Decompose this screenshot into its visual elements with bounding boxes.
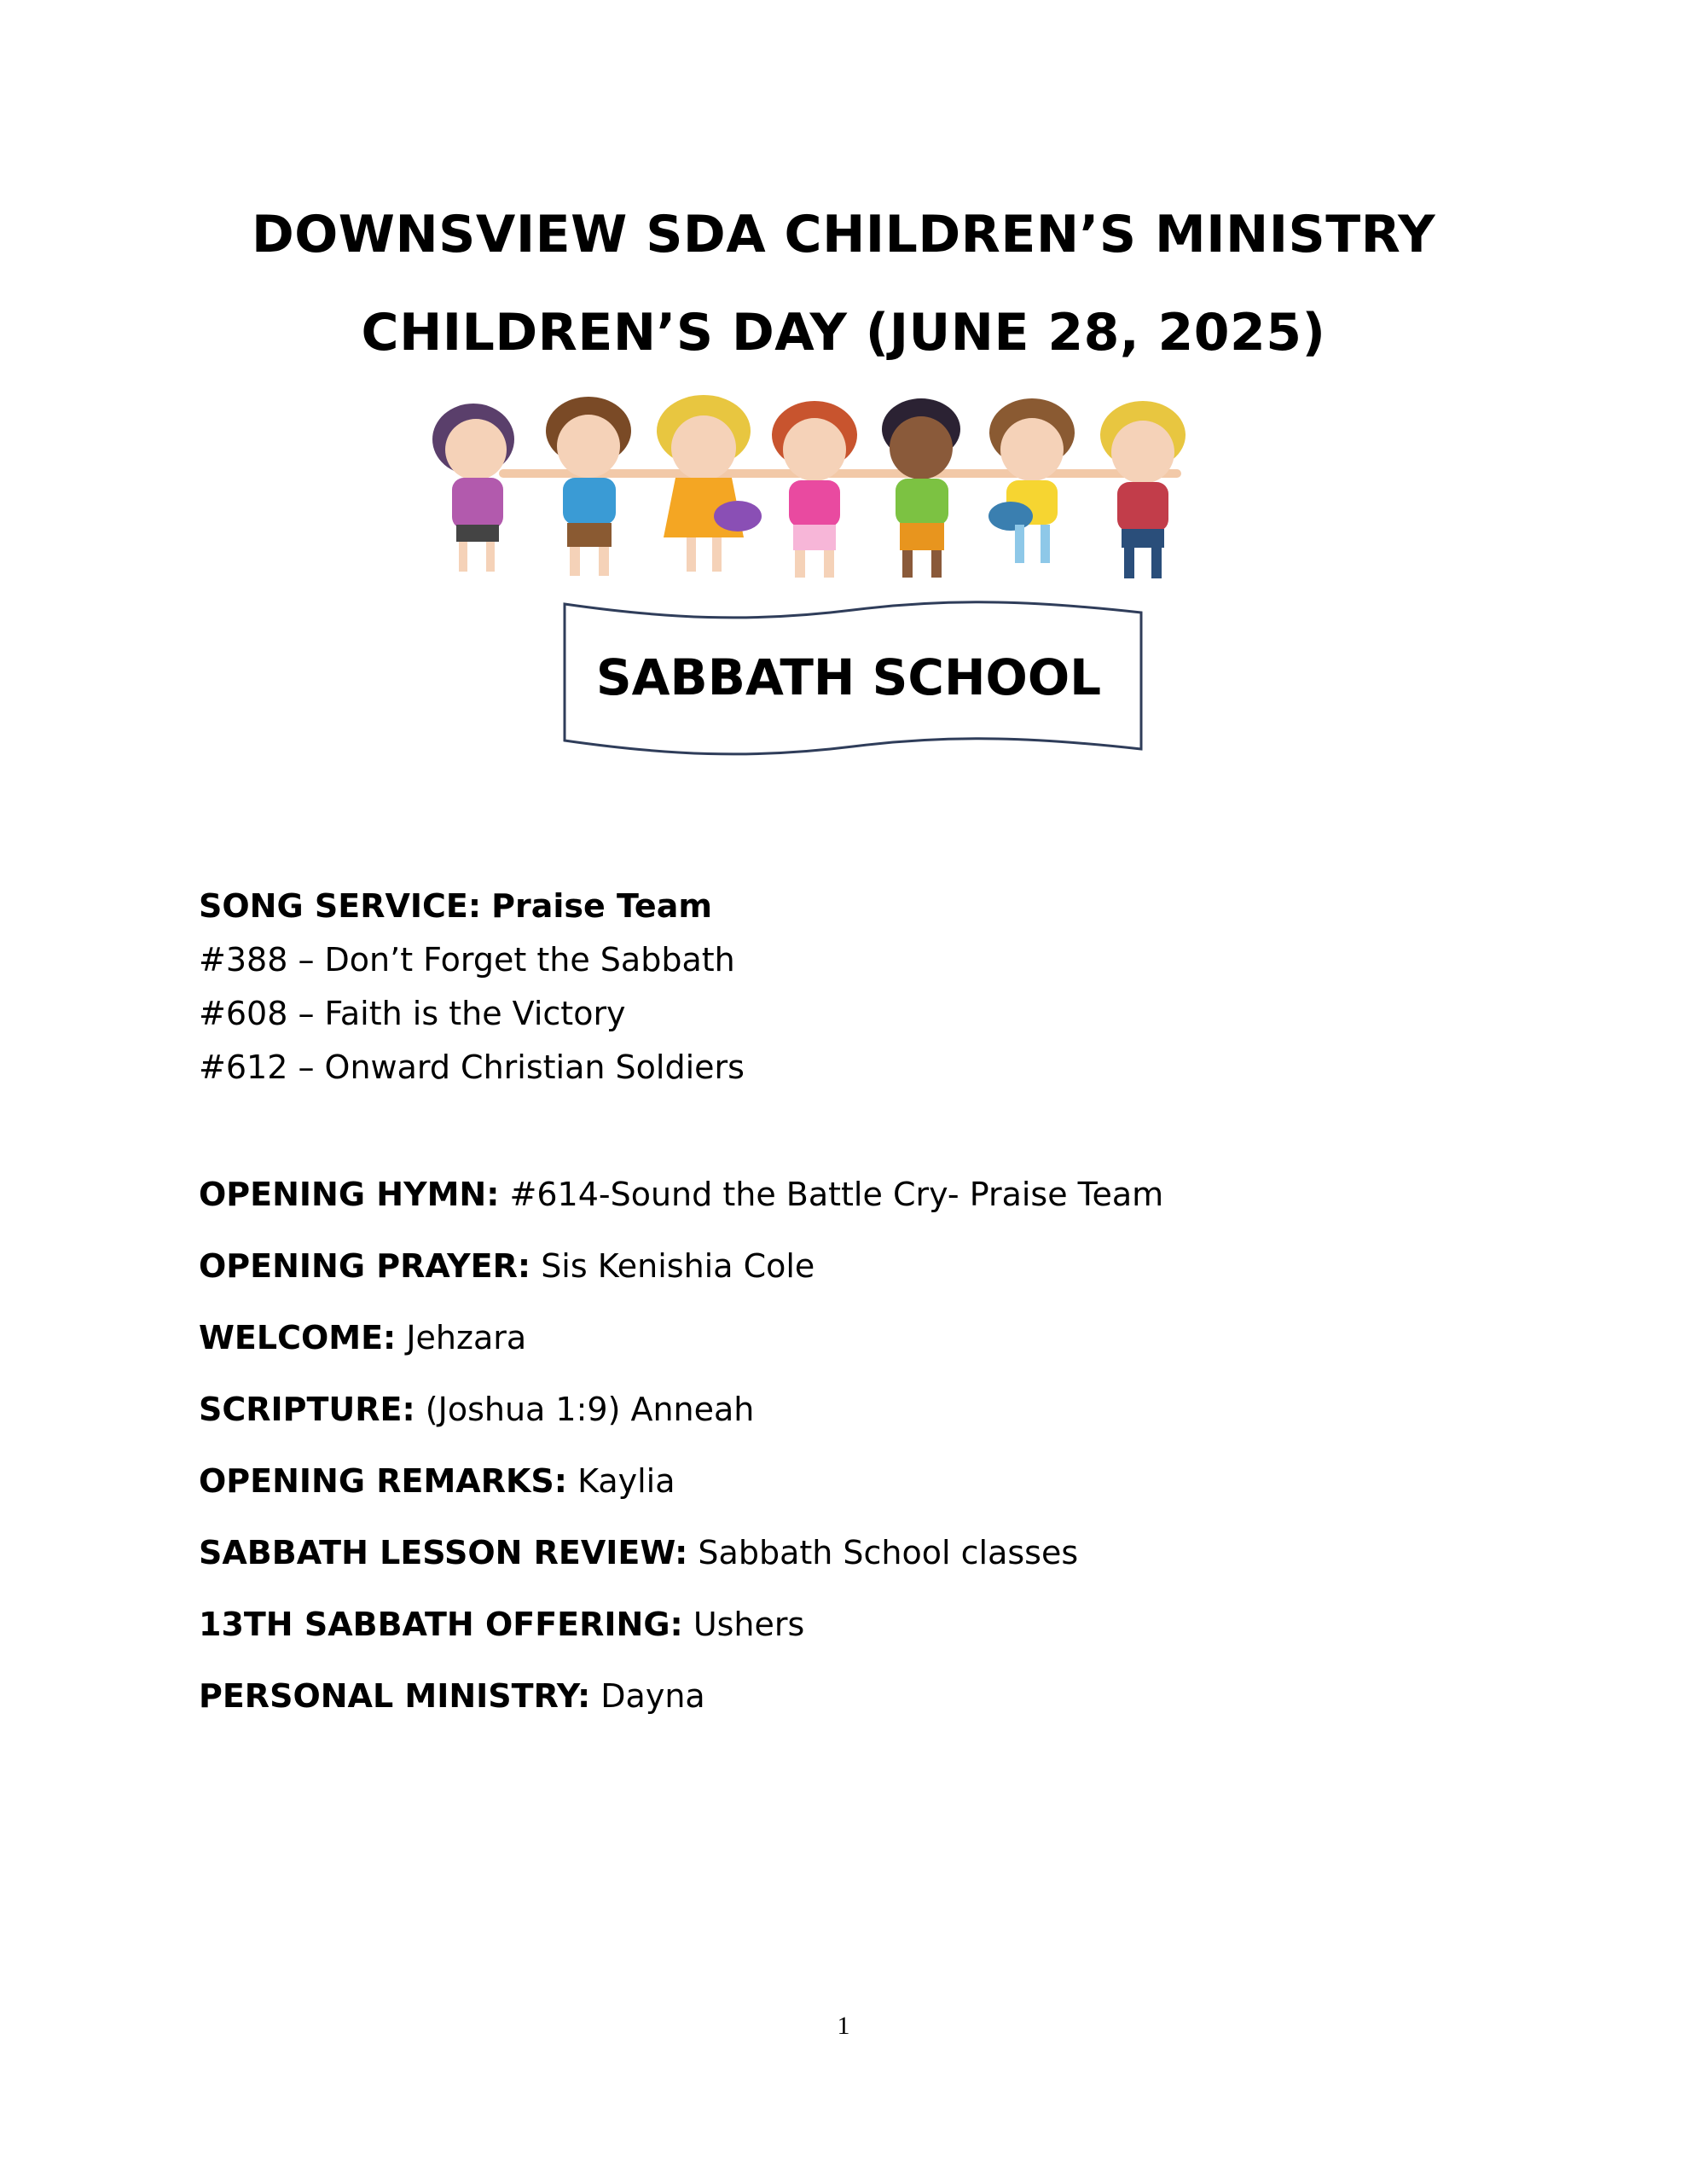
page-title: DOWNSVIEW SDA CHILDREN’S MINISTRY xyxy=(251,205,1436,264)
program-item-label: OPENING HYMN: xyxy=(199,1176,500,1213)
child-figure xyxy=(1100,401,1186,578)
program-item-offering xyxy=(199,1606,804,1643)
child-figure xyxy=(657,395,762,572)
program-item-opening-hymn xyxy=(199,1176,1163,1213)
section-heading: SABBATH SCHOOL xyxy=(595,648,1102,706)
children-holding-hands-illustration xyxy=(409,388,1279,589)
program-item-opening-remarks xyxy=(199,1462,675,1500)
list-item: #612 – Onward Christian Soldiers xyxy=(199,1048,745,1086)
program-item-scripture xyxy=(199,1391,754,1428)
song-service-heading xyxy=(199,887,712,925)
program-item-label: 13TH SABBATH OFFERING: xyxy=(199,1606,683,1643)
program-item-label: OPENING REMARKS: xyxy=(199,1462,567,1500)
song-service-label: SONG SERVICE: xyxy=(199,887,482,925)
child-figure xyxy=(988,398,1075,563)
song-service-leader: Praise Team xyxy=(491,887,712,925)
page-number: 1 xyxy=(837,2012,850,2040)
program-item-label: SABBATH LESSON REVIEW: xyxy=(199,1534,688,1571)
program-item-value: Ushers xyxy=(693,1606,805,1643)
program-item-label: SCRIPTURE: xyxy=(199,1391,415,1428)
program-item-value: #614-Sound the Battle Cry- Praise Team xyxy=(509,1176,1164,1213)
program-item-value: Kaylia xyxy=(577,1462,675,1500)
list-item: #388 – Don’t Forget the Sabbath xyxy=(199,941,735,979)
program-item-opening-prayer xyxy=(199,1247,815,1285)
program-item-label: OPENING PRAYER: xyxy=(199,1247,531,1285)
program-item-value: Dayna xyxy=(600,1677,705,1715)
list-item: #608 – Faith is the Victory xyxy=(199,995,626,1032)
program-item-personal-ministry xyxy=(199,1677,705,1715)
child-figure xyxy=(882,398,960,578)
child-figure xyxy=(546,397,631,576)
program-item-welcome xyxy=(199,1319,526,1356)
program-item-label: PERSONAL MINISTRY: xyxy=(199,1677,591,1715)
program-item-value: (Joshua 1:9) Anneah xyxy=(425,1391,755,1428)
child-figure xyxy=(772,401,857,578)
program-item-label: WELCOME: xyxy=(199,1319,397,1356)
child-figure xyxy=(432,404,514,572)
program-item-value: Sis Kenishia Cole xyxy=(541,1247,815,1285)
program-item-value: Sabbath School classes xyxy=(698,1534,1079,1571)
program-item-lesson-review xyxy=(199,1534,1078,1571)
program-item-value: Jehzara xyxy=(406,1319,527,1356)
page-subtitle: CHILDREN’S DAY (JUNE 28, 2025) xyxy=(361,303,1326,363)
